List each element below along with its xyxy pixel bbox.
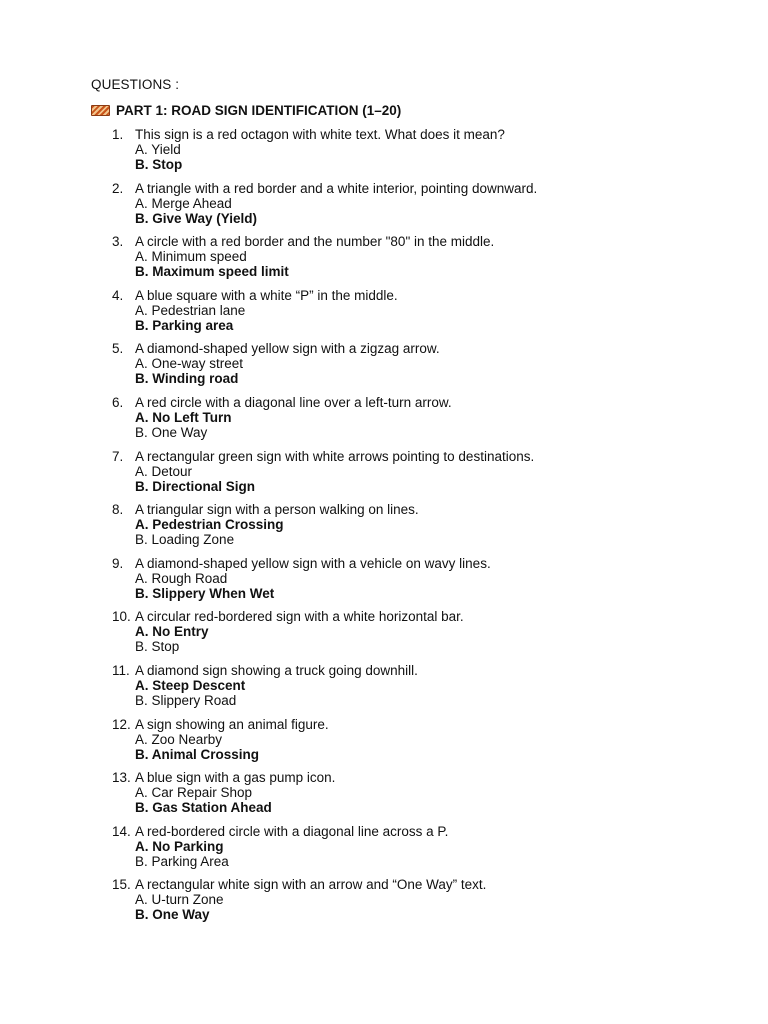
- answer-option-a: A. No Entry: [135, 624, 209, 640]
- question-body: [132, 127, 505, 181]
- answer-option-a: A. Merge Ahead: [135, 195, 232, 211]
- answer-option-a: A. Pedestrian Crossing: [135, 517, 284, 533]
- question-body: [132, 449, 534, 503]
- question-body: [132, 877, 486, 931]
- answer-option-b: B. Slippery When Wet: [135, 585, 275, 601]
- question-body: [132, 395, 452, 449]
- question-number: 7.: [112, 448, 124, 464]
- question-number: 8.: [112, 502, 124, 518]
- answer-option-a: A. Car Repair Shop: [135, 785, 253, 801]
- question-text: A diamond-shaped yellow sign with a vehicle on wavy lines.: [135, 555, 491, 571]
- answer-option-b: B. One Way: [135, 907, 210, 923]
- question-item: [112, 877, 752, 931]
- question-number: 12.: [112, 716, 131, 732]
- question-text: A triangle with a red border and a white interior, pointing downward.: [135, 180, 538, 196]
- question-number: 10.: [112, 609, 131, 625]
- answer-option-a: A. No Left Turn: [135, 409, 232, 425]
- question-number: 3.: [112, 234, 124, 250]
- question-item: [112, 502, 752, 556]
- question-body: [132, 288, 398, 342]
- answer-option-a: A. No Parking: [135, 838, 224, 854]
- question-number: 4.: [112, 287, 124, 303]
- answer-option-b: B. Animal Crossing: [135, 746, 260, 762]
- question-number: 5.: [112, 341, 124, 357]
- question-body: [132, 556, 491, 610]
- question-item: [112, 234, 752, 288]
- question-item: [112, 288, 752, 342]
- answer-option-a: A. Detour: [135, 463, 193, 479]
- question-number: 13.: [112, 770, 131, 786]
- question-number: 11.: [112, 662, 130, 678]
- question-text: A diamond-shaped yellow sign with a zigzag arrow.: [135, 341, 440, 357]
- construction-icon: [91, 105, 110, 116]
- question-item: [112, 341, 752, 395]
- question-text: A rectangular green sign with white arrows pointing to destinations.: [135, 448, 535, 464]
- question-number: 15.: [112, 877, 131, 893]
- question-item: [112, 609, 752, 663]
- question-body: [132, 502, 419, 556]
- question-text: A red-bordered circle with a diagonal line across a P.: [135, 823, 449, 839]
- answer-option-b: B. Parking area: [135, 317, 234, 333]
- question-body: [132, 181, 537, 235]
- question-body: [132, 341, 440, 395]
- answer-option-a: A. Yield: [135, 142, 181, 157]
- question-number: 6.: [112, 394, 124, 410]
- answer-option-b: B. Stop: [135, 639, 180, 655]
- question-text: A rectangular white sign with an arrow and “One Way” text.: [135, 877, 487, 893]
- question-item: [112, 770, 752, 824]
- question-item: [112, 395, 752, 449]
- question-body: [132, 770, 335, 824]
- answer-option-a: A. One-way street: [135, 356, 244, 372]
- question-item: [112, 449, 752, 503]
- question-text: A sign showing an animal figure.: [135, 716, 329, 732]
- answer-option-a: A. Steep Descent: [135, 677, 246, 693]
- question-item: [112, 717, 752, 771]
- question-text: A blue sign with a gas pump icon.: [135, 770, 336, 786]
- document-heading: QUESTIONS :: [91, 77, 180, 92]
- answer-option-b: B. Loading Zone: [135, 532, 235, 548]
- question-item: [112, 663, 752, 717]
- answer-option-b: B. Slippery Road: [135, 692, 237, 708]
- question-number: 14.: [112, 823, 131, 839]
- answer-option-b: B. Directional Sign: [135, 478, 256, 494]
- question-text: A circle with a red border and the number "80" in the middle.: [135, 234, 495, 250]
- question-item: [112, 127, 752, 181]
- answer-option-b: B. Parking Area: [135, 853, 229, 869]
- question-number: 9.: [112, 555, 124, 571]
- answer-option-a: A. Rough Road: [135, 570, 228, 586]
- answer-option-b: B. Maximum speed limit: [135, 264, 289, 280]
- question-number: 1.: [112, 127, 124, 142]
- part-title: [91, 103, 401, 118]
- question-text: A circular red-bordered sign with a white horizontal bar.: [135, 609, 464, 625]
- question-body: [132, 609, 464, 663]
- question-list: [112, 127, 752, 931]
- part-title-text: PART 1: ROAD SIGN IDENTIFICATION (1–20): [116, 103, 402, 118]
- question-item: [112, 181, 752, 235]
- question-text: A blue square with a white “P” in the middle.: [135, 287, 398, 303]
- answer-option-a: A. Zoo Nearby: [135, 731, 223, 747]
- answer-option-b: B. Stop: [135, 157, 183, 172]
- answer-option-b: B. Gas Station Ahead: [135, 800, 272, 816]
- question-text: This sign is a red octagon with white text. What does it mean?: [135, 127, 505, 142]
- answer-option-a: A. Pedestrian lane: [135, 302, 246, 318]
- answer-option-b: B. Give Way (Yield): [135, 210, 258, 226]
- question-text: A triangular sign with a person walking on lines.: [135, 502, 419, 518]
- question-text: A red circle with a diagonal line over a left-turn arrow.: [135, 394, 452, 410]
- question-body: [132, 234, 494, 288]
- question-body: [132, 663, 418, 717]
- question-body: [132, 824, 448, 878]
- answer-option-b: B. One Way: [135, 424, 208, 440]
- question-item: [112, 556, 752, 610]
- question-text: A diamond sign showing a truck going downhill.: [135, 662, 418, 678]
- answer-option-b: B. Winding road: [135, 371, 239, 387]
- question-number: 2.: [112, 180, 124, 196]
- question-item: [112, 824, 752, 878]
- question-body: [132, 717, 329, 771]
- answer-option-a: A. Minimum speed: [135, 249, 247, 265]
- answer-option-a: A. U-turn Zone: [135, 892, 224, 908]
